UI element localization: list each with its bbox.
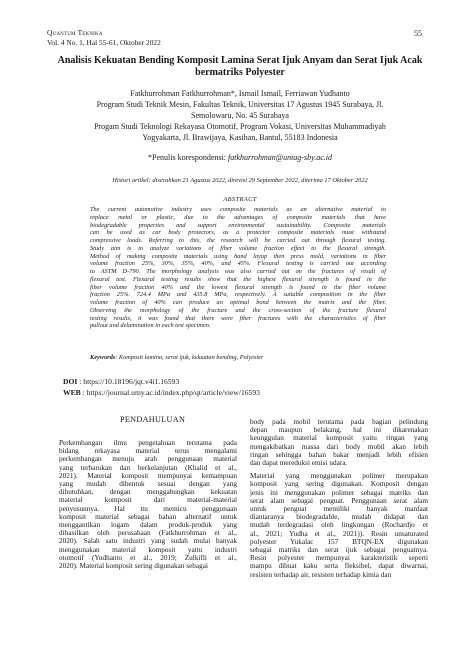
- keywords: [90, 354, 390, 361]
- text-line: mampu dibuat kaku serta fleksibel, dapat diwarnai,: [250, 562, 428, 571]
- text-line: Observing the morphology of the fracture and the cross-section of the fracture flexural: [90, 306, 386, 314]
- text-line: Material yang menggunakan polimer merupakan: [250, 472, 428, 481]
- page-number: 55: [414, 29, 422, 38]
- left-column: [59, 439, 237, 570]
- text-line: menggunakan material komposit yaitu industri: [59, 545, 237, 554]
- affiliation-line: Semolowaru, No. 45 Surabaya: [191, 110, 289, 120]
- text-line: dan dapat mereduksi emisi udara.: [250, 459, 348, 468]
- text-line: resisten terhadap air, resisten terhadap kimia dan: [250, 570, 392, 579]
- affiliation-2: [48, 122, 432, 143]
- text-line: compressive loads. Referring to this, the research will be carried out through flexural testing.: [90, 237, 386, 244]
- text-line: 2020). Salah satu industri yang sudah mulai banyak: [59, 537, 237, 546]
- text-line: 2020). Material komposit sering digunakan sebagai: [59, 562, 208, 571]
- affiliation-line: Program Studi Teknik Mesin, Fakultas Teknik, Universitas 17 Agustus 1945 Surabaya, Jl.: [96, 100, 384, 109]
- affiliation-1: [48, 100, 432, 121]
- text-line: dibutuhkan, dengan menggabungkan kekuatan: [59, 488, 237, 497]
- text-line: polyester Yukalac 157 BTQN-EX digunakan: [250, 537, 428, 546]
- text-line: sebagai matriks dan serat ijuk sebagai penguatnya.: [250, 546, 428, 555]
- text-line: fraction 25%. 724.4 MPa and 435.8 MPa, respectively. A suitable composition in the fiber: [90, 291, 386, 299]
- text-line: serat alam sebagai penguat. Penggunaan serat alam: [250, 496, 428, 505]
- abstract-body: [90, 206, 386, 330]
- text-line: biodegradable properties and support environmental sustainability. Composite materials: [90, 221, 386, 229]
- text-line: Method of making composite materials using hand layup then press mold, variations in fiber: [90, 252, 386, 260]
- article-title: [40, 55, 440, 78]
- keywords-text: : Komposit lamina, serat ijuk, kekuatan bending, Polyester: [115, 354, 264, 361]
- text-line: 2021). Material komposit mempunyai kemampuan: [59, 471, 237, 480]
- keywords-label: Keywords: [90, 354, 116, 361]
- text-line: volume fraction 25%, 30%, 35%, 40%, and 45%. Flexural testing is carried out according: [90, 260, 386, 268]
- text-line: Resin polyester mempunyai karakteristik seperti: [250, 554, 428, 563]
- web-line: [63, 388, 260, 399]
- text-line: flexural test. Flexural testing results show that the highest flexural strength is found in the: [90, 275, 386, 283]
- text-line: to ASTM D-790. The morphology analysis was also carried out on the fractures of result of: [90, 268, 386, 275]
- text-line: untuk penguat memiliki banyak manfaat: [250, 505, 428, 514]
- correspondence-email[interactable]: fatkhurrohman@untag-sby.ac.id: [228, 153, 332, 162]
- affiliation-line: Yogyakarta, Jl. Brawijaya, Kasihan, Bantul, 55183 Indonesia: [142, 132, 338, 142]
- right-column: [250, 418, 428, 579]
- text-line: yang mudah dibentuk sesuai dengan yang: [59, 480, 237, 489]
- volume-line: Vol. 4 No. 1, Hal 55-61, Oktober 2022: [47, 37, 161, 47]
- identifiers: [63, 377, 260, 398]
- text-line: komposit yang sering digunakan. Komposit dengan: [250, 480, 428, 489]
- text-line: dihasilkan oleh perusahaan (Fatkhurrohman et al.,: [59, 529, 237, 538]
- correspondence: [40, 153, 440, 162]
- correspondence-label: *Penulis korespondensi:: [148, 153, 229, 162]
- text-line: testing results, it was found that there were fiber fractures with the characteristics of fiber: [90, 314, 386, 322]
- text-line: jenis ini menggunakan polimer sebagai matriks dan: [250, 488, 428, 497]
- text-line: otomotif (Yudhanto et al., 2019; Zulkifli et al.,: [59, 553, 237, 562]
- text-line: menggantikan logam dalam produk-produk yang: [59, 521, 237, 530]
- text-line: yang terbarukan dan berkelanjutan (Khalid et al.,: [59, 463, 237, 472]
- text-line: Perkembangan ilmu pengetahuan terutama pada: [59, 439, 237, 447]
- text-line: body pada mobil terutama pada bagian pelindung: [250, 418, 428, 426]
- text-line: penyusunnya. Hal itu memicu penggunaan: [59, 504, 237, 513]
- text-line: keunggulan material komposit yaitu ringan yang: [250, 434, 428, 443]
- journal-name: Quantum Teknika: [47, 28, 103, 37]
- web-label: WEB: [63, 387, 81, 397]
- affiliation-line: Progam Studi Teknologi Rekayasa Otomotif, Program Vokasi, Universitas Muhammadiyah: [94, 122, 386, 131]
- text-line: mengakibatkan massa dari body mobil akan lebih: [250, 442, 428, 451]
- text-line: al., 2021; Yudha et al., 2021)). Resin unsaturated: [250, 529, 428, 538]
- text-line: material komposit dari material-material: [59, 496, 237, 505]
- doi-link[interactable]: : https://10.18196/jqt.v4i1.16593: [77, 377, 180, 386]
- web-link[interactable]: : https://journal.umy.ac.id/index.php/qt/article/view/16593: [80, 387, 260, 397]
- text-line: fiber volume fraction 40% and the lowest flexural strength is found in the fiber volume: [90, 283, 386, 291]
- doi-line: [63, 377, 260, 388]
- text-line: bidang rekayasa material terus mengalami: [59, 447, 237, 456]
- text-line: pullout and delamination in each test specimen.: [90, 322, 211, 330]
- text-line: replace metal or plastic, due to the advantages of composite materials that have: [90, 213, 386, 221]
- text-line: mudah terdegradasi oleh lingkungan (Rochardjo et: [250, 521, 428, 530]
- article-history: Histori artikel: diserahkan 21 Agustus 2022, direvisi 29 September 2022, diterima 17 Oktober 2022: [112, 177, 368, 184]
- text-line: can be used as car body protectors, as a protector composite materials must withstand: [90, 229, 386, 237]
- text-line: komposit material sebagai bahan alternatif untuk: [59, 512, 237, 521]
- text-line: ringan sehingga bahan bakar menjadi lebih efisien: [250, 450, 428, 459]
- title-line: Analisis Kekuatan Bending Komposit Lamina Serat Ijuk Anyam dan Serat Ijuk Acak: [57, 55, 423, 66]
- section-heading: PENDAHULUAN: [120, 415, 186, 424]
- text-line: perkembangan menuju arah penggunaan material: [59, 455, 237, 464]
- abstract-heading: ABSTRACT: [223, 196, 257, 203]
- running-header: [47, 28, 161, 47]
- doi-label: DOI: [63, 377, 78, 386]
- text-line: volume fraction of 40% can produce an optimal bond between the matrix and the fiber.: [90, 299, 386, 306]
- text-line: Study aim is to analyze variations of fiber volume fraction effect to the flexural strength.: [90, 244, 386, 252]
- text-line: diantaranya biodegradable, mudah didapat dan: [250, 513, 428, 522]
- title-line: bermatriks Polyester: [195, 66, 285, 78]
- author-list: Fatkhurrohman Fatkhurrohman*, Ismail Ismail, Ferriawan Yudhanto: [130, 89, 350, 98]
- text-line: The current automotive industry uses composite materials as an alternative material to: [90, 206, 386, 213]
- text-line: depan maupun belakang, hal ini dikarenakan: [250, 426, 428, 435]
